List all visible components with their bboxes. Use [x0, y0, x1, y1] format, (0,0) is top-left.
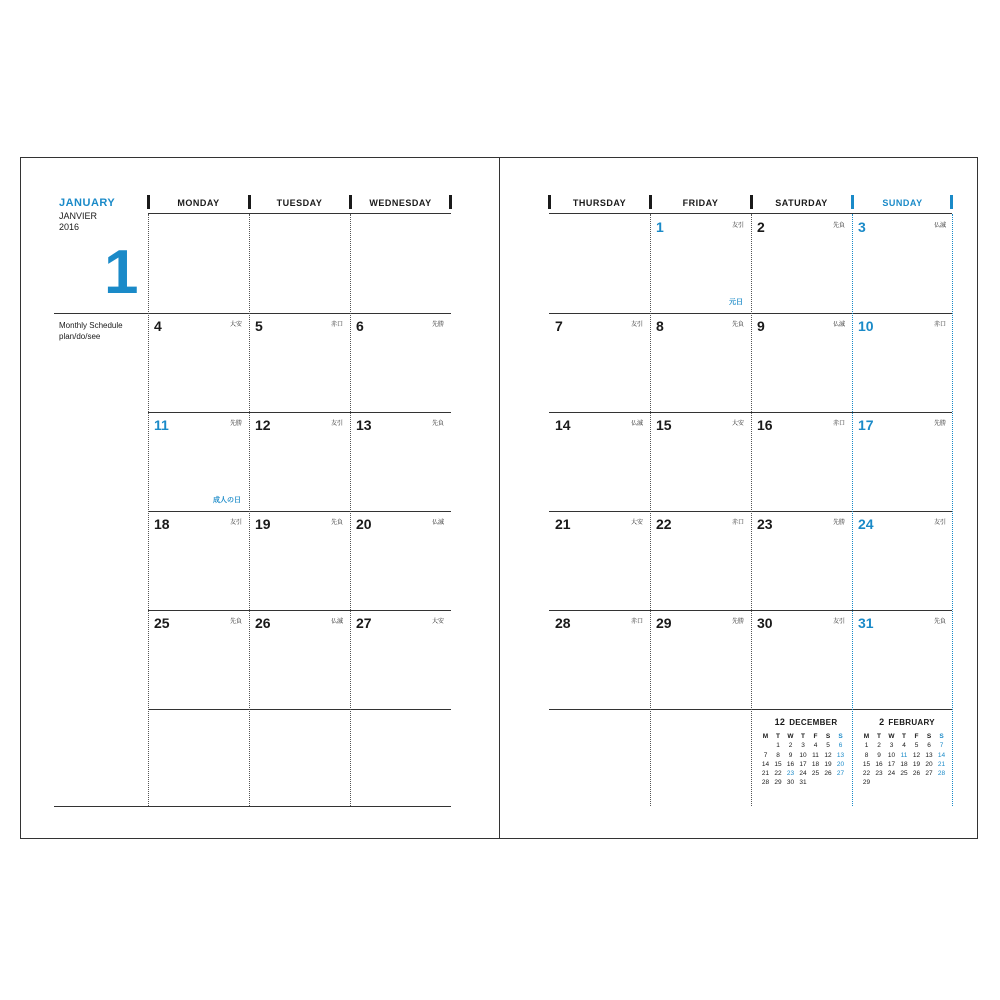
- mini-day: 7: [939, 742, 944, 750]
- rokuyo-label: 赤口: [630, 619, 643, 625]
- mini-day: 19: [912, 760, 921, 768]
- day-cell-14[interactable]: [549, 412, 650, 511]
- mini-day: 22: [862, 770, 871, 778]
- page-spine: [499, 157, 500, 839]
- mini-day: [835, 778, 846, 787]
- rokuyo-label: 友引: [832, 619, 845, 625]
- weekday-tick: [548, 195, 551, 209]
- day-cell-10[interactable]: [852, 313, 953, 412]
- weekday-header-friday: FRIDAY: [682, 198, 719, 208]
- rokuyo-label: 先負: [832, 223, 845, 229]
- mini-weekday-initial: M: [762, 733, 769, 740]
- day-cell-11[interactable]: [148, 412, 249, 511]
- mini-month-name: FEBRUARY: [888, 718, 935, 727]
- day-cell-2[interactable]: [751, 214, 852, 313]
- mini-day: [886, 778, 897, 787]
- day-number: 21: [555, 516, 571, 532]
- mini-day: 24: [887, 770, 896, 778]
- mini-day: 8: [776, 751, 780, 759]
- day-number: 2: [757, 219, 765, 235]
- mini-day: 16: [786, 760, 795, 768]
- rokuyo-label: 友引: [630, 322, 643, 328]
- mini-day: 25: [900, 770, 908, 778]
- mini-weekday-initial: W: [888, 733, 895, 740]
- day-number: 12: [255, 417, 271, 433]
- rokuyo-label: 仏滅: [330, 619, 343, 625]
- mini-month-number: 2: [879, 717, 885, 727]
- day-cell-30[interactable]: [751, 610, 852, 709]
- mini-weekday-initial: M: [863, 733, 870, 740]
- rokuyo-label: 先勝: [731, 619, 744, 625]
- day-number: 30: [757, 615, 773, 631]
- mini-day: 27: [836, 770, 845, 778]
- day-number: 23: [757, 516, 773, 532]
- day-number: 24: [858, 516, 874, 532]
- mini-day: 14: [937, 751, 946, 759]
- mini-day: 20: [836, 760, 845, 768]
- day-cell-19[interactable]: [249, 511, 350, 610]
- weekday-tick: [349, 195, 352, 209]
- mini-day: 3: [801, 742, 805, 750]
- mini-day: 7: [763, 751, 768, 759]
- mini-calendar-title: [861, 717, 953, 727]
- rokuyo-label: 大安: [431, 619, 444, 625]
- memo-title: Monthly Schedule: [59, 321, 123, 330]
- mini-weekday-initial: T: [776, 733, 780, 740]
- mini-month-number: 12: [774, 717, 786, 727]
- mini-weekday-initial: T: [902, 733, 906, 740]
- rokuyo-label: 友引: [330, 421, 343, 427]
- mini-day: 25: [811, 770, 820, 778]
- rokuyo-label: 先勝: [229, 421, 242, 427]
- rokuyo-label: 仏滅: [933, 223, 946, 229]
- weekday-header-monday: MONDAY: [177, 198, 220, 208]
- mini-day: [823, 778, 834, 787]
- rokuyo-label: 大安: [731, 421, 744, 427]
- holiday-label: 元日: [729, 299, 743, 306]
- day-cell-16[interactable]: [751, 412, 852, 511]
- mini-day: 6: [838, 742, 843, 750]
- mini-weekday-initial: T: [877, 733, 881, 740]
- mini-weekday-initial: S: [926, 733, 932, 740]
- mini-day: [924, 778, 935, 787]
- weekday-tick: [851, 195, 854, 209]
- mini-day: 28: [761, 779, 770, 787]
- mini-day: 3: [889, 742, 894, 750]
- mini-day: 12: [912, 751, 921, 759]
- mini-day: 5: [914, 742, 919, 750]
- day-number: 3: [858, 219, 866, 235]
- mini-day: 11: [900, 751, 908, 759]
- mini-day: 2: [877, 742, 881, 750]
- sidebar-divider: [54, 313, 148, 314]
- day-number: 6: [356, 318, 364, 334]
- mini-day: 16: [875, 760, 883, 768]
- day-cell-12[interactable]: [249, 412, 350, 511]
- day-number: 1: [656, 219, 664, 235]
- mini-day: 20: [925, 760, 933, 768]
- day-cell-28[interactable]: [549, 610, 650, 709]
- day-number: 15: [656, 417, 672, 433]
- weekday-tick: [449, 195, 452, 209]
- mini-weekday-initial: S: [825, 733, 831, 740]
- mini-day: 10: [799, 751, 807, 759]
- day-number: 4: [154, 318, 162, 334]
- mini-calendar-february: [861, 717, 953, 788]
- rokuyo-label: 先勝: [832, 520, 845, 526]
- weekday-tick: [750, 195, 753, 209]
- mini-day: [810, 778, 821, 787]
- rokuyo-label: 赤口: [330, 322, 343, 328]
- day-number: 31: [858, 615, 874, 631]
- mini-day: 13: [836, 751, 845, 759]
- mini-day: 8: [864, 751, 869, 759]
- weekday-header-tuesday: TUESDAY: [276, 198, 323, 208]
- rokuyo-label: 先負: [229, 619, 242, 625]
- weekday-header-saturday: SATURDAY: [775, 198, 828, 208]
- mini-day: 21: [761, 770, 770, 778]
- rokuyo-label: 大安: [229, 322, 242, 328]
- mini-day: 9: [877, 751, 881, 759]
- holiday-label: 成人の日: [213, 497, 241, 504]
- rokuyo-label: 友引: [731, 223, 744, 229]
- mini-day: 24: [799, 770, 807, 778]
- sidebar-bottom-rule: [54, 806, 148, 807]
- day-number: 18: [154, 516, 170, 532]
- mini-day: 4: [902, 742, 906, 750]
- mini-weekday-initial: T: [801, 733, 805, 740]
- mini-day: 15: [862, 760, 871, 768]
- weekday-tick: [147, 195, 150, 209]
- mini-day: 28: [937, 770, 946, 778]
- rokuyo-label: 先負: [933, 619, 946, 625]
- mini-day: 17: [799, 760, 807, 768]
- mini-day: 9: [788, 751, 793, 759]
- day-cell-24[interactable]: [852, 511, 953, 610]
- row-divider-left: [148, 709, 451, 710]
- day-cell-3[interactable]: [852, 214, 953, 313]
- mini-day: 23: [875, 770, 883, 778]
- day-number: 13: [356, 417, 372, 433]
- mini-day: 17: [887, 760, 896, 768]
- mini-day: 26: [824, 770, 832, 778]
- day-number: 29: [656, 615, 672, 631]
- header-rule-left: [148, 213, 451, 214]
- mini-calendar-title: [760, 717, 852, 727]
- day-number: 17: [858, 417, 874, 433]
- day-number: 9: [757, 318, 765, 334]
- month-number: 1: [104, 238, 139, 307]
- day-number: 7: [555, 318, 563, 334]
- rokuyo-label: 仏滅: [431, 520, 444, 526]
- weekday-header-sunday: SUNDAY: [882, 198, 923, 208]
- mini-day: 1: [864, 742, 869, 750]
- day-cell-23[interactable]: [751, 511, 852, 610]
- day-cell-25[interactable]: [148, 610, 249, 709]
- day-cell-26[interactable]: [249, 610, 350, 709]
- mini-day: 21: [937, 760, 946, 768]
- day-cell-21[interactable]: [549, 511, 650, 610]
- month-title-fr: JANVIER: [59, 211, 98, 221]
- mini-day: 30: [786, 779, 795, 787]
- month-title-en: JANUARY: [59, 197, 116, 209]
- day-cell-15[interactable]: [650, 412, 751, 511]
- mini-day: 14: [761, 760, 770, 768]
- day-number: 27: [356, 615, 372, 631]
- day-number: 19: [255, 516, 271, 532]
- day-number: 25: [154, 615, 170, 631]
- mini-day: [936, 778, 947, 787]
- weekday-tick: [950, 195, 953, 209]
- day-cell-9[interactable]: [751, 313, 852, 412]
- mini-day: 4: [813, 742, 818, 750]
- mini-day: [874, 778, 885, 787]
- mini-weekday-initial: F: [914, 733, 919, 740]
- weekday-header-wednesday: WEDNESDAY: [369, 198, 432, 208]
- memo-subtitle: plan/do/see: [59, 332, 101, 341]
- mini-day: 2: [788, 742, 793, 750]
- weekday-tick: [649, 195, 652, 209]
- mini-day: 11: [812, 751, 819, 759]
- day-cell-8[interactable]: [650, 313, 751, 412]
- mini-day: 29: [862, 779, 871, 787]
- rokuyo-label: 先負: [431, 421, 444, 427]
- day-cell-7[interactable]: [549, 313, 650, 412]
- day-cell-27[interactable]: [350, 610, 451, 709]
- mini-day: 19: [824, 760, 832, 768]
- mini-day: 18: [811, 760, 820, 768]
- mini-day: 18: [900, 760, 908, 768]
- rokuyo-label: 先勝: [431, 322, 444, 328]
- day-cell-17[interactable]: [852, 412, 953, 511]
- day-cell-20[interactable]: [350, 511, 451, 610]
- mini-day: [911, 778, 922, 787]
- mini-weekday-initial: F: [813, 733, 818, 740]
- day-number: 10: [858, 318, 874, 334]
- rokuyo-label: 先勝: [933, 421, 946, 427]
- year-label: 2016: [59, 222, 80, 232]
- mini-calendar-grid: [861, 732, 953, 788]
- mini-day: 31: [799, 779, 807, 787]
- mini-day: 6: [927, 742, 931, 750]
- day-number: 26: [255, 615, 271, 631]
- day-number: 22: [656, 516, 672, 532]
- weekday-tick: [248, 195, 251, 209]
- day-number: 16: [757, 417, 773, 433]
- rokuyo-label: 赤口: [832, 421, 845, 427]
- day-cell-6[interactable]: [350, 313, 451, 412]
- rokuyo-label: 友引: [933, 520, 946, 526]
- rokuyo-label: 先負: [731, 322, 744, 328]
- mini-day: 15: [774, 760, 782, 768]
- grid-bottom-rule-left: [148, 806, 451, 807]
- mini-day: 26: [912, 770, 921, 778]
- day-number: 5: [255, 318, 263, 334]
- mini-day: 5: [826, 742, 830, 750]
- day-number: 28: [555, 615, 571, 631]
- mini-calendar-december: [760, 717, 852, 788]
- mini-day: 29: [774, 779, 782, 787]
- mini-day: [899, 778, 910, 787]
- day-cell-5[interactable]: [249, 313, 350, 412]
- mini-day: [760, 741, 771, 750]
- rokuyo-label: 赤口: [731, 520, 744, 526]
- rokuyo-label: 先負: [330, 520, 343, 526]
- rokuyo-label: 大安: [630, 520, 643, 526]
- day-number: 20: [356, 516, 372, 532]
- mini-weekday-initial: S: [838, 733, 843, 740]
- day-number: 8: [656, 318, 664, 334]
- mini-calendar-grid: [760, 732, 852, 788]
- day-cell-31[interactable]: [852, 610, 953, 709]
- day-cell-18[interactable]: [148, 511, 249, 610]
- day-cell-1[interactable]: [650, 214, 751, 313]
- mini-day: 22: [774, 770, 782, 778]
- day-cell-29[interactable]: [650, 610, 751, 709]
- day-number: 11: [154, 417, 169, 433]
- mini-day: 10: [887, 751, 896, 759]
- rokuyo-label: 赤口: [933, 322, 946, 328]
- day-cell-4[interactable]: [148, 313, 249, 412]
- mini-day: 1: [776, 742, 780, 750]
- day-cell-22[interactable]: [650, 511, 751, 610]
- day-cell-13[interactable]: [350, 412, 451, 511]
- mini-day: 27: [925, 770, 933, 778]
- mini-day: 23: [786, 770, 795, 778]
- rokuyo-label: 友引: [229, 520, 242, 526]
- day-number: 14: [555, 417, 571, 433]
- mini-weekday-initial: S: [939, 733, 944, 740]
- mini-month-name: DECEMBER: [789, 718, 838, 727]
- mini-weekday-initial: W: [787, 733, 794, 740]
- mini-day: 13: [925, 751, 933, 759]
- rokuyo-label: 仏滅: [630, 421, 643, 427]
- weekday-header-thursday: THURSDAY: [572, 198, 627, 208]
- rokuyo-label: 仏滅: [832, 322, 845, 328]
- mini-day: 12: [824, 751, 832, 759]
